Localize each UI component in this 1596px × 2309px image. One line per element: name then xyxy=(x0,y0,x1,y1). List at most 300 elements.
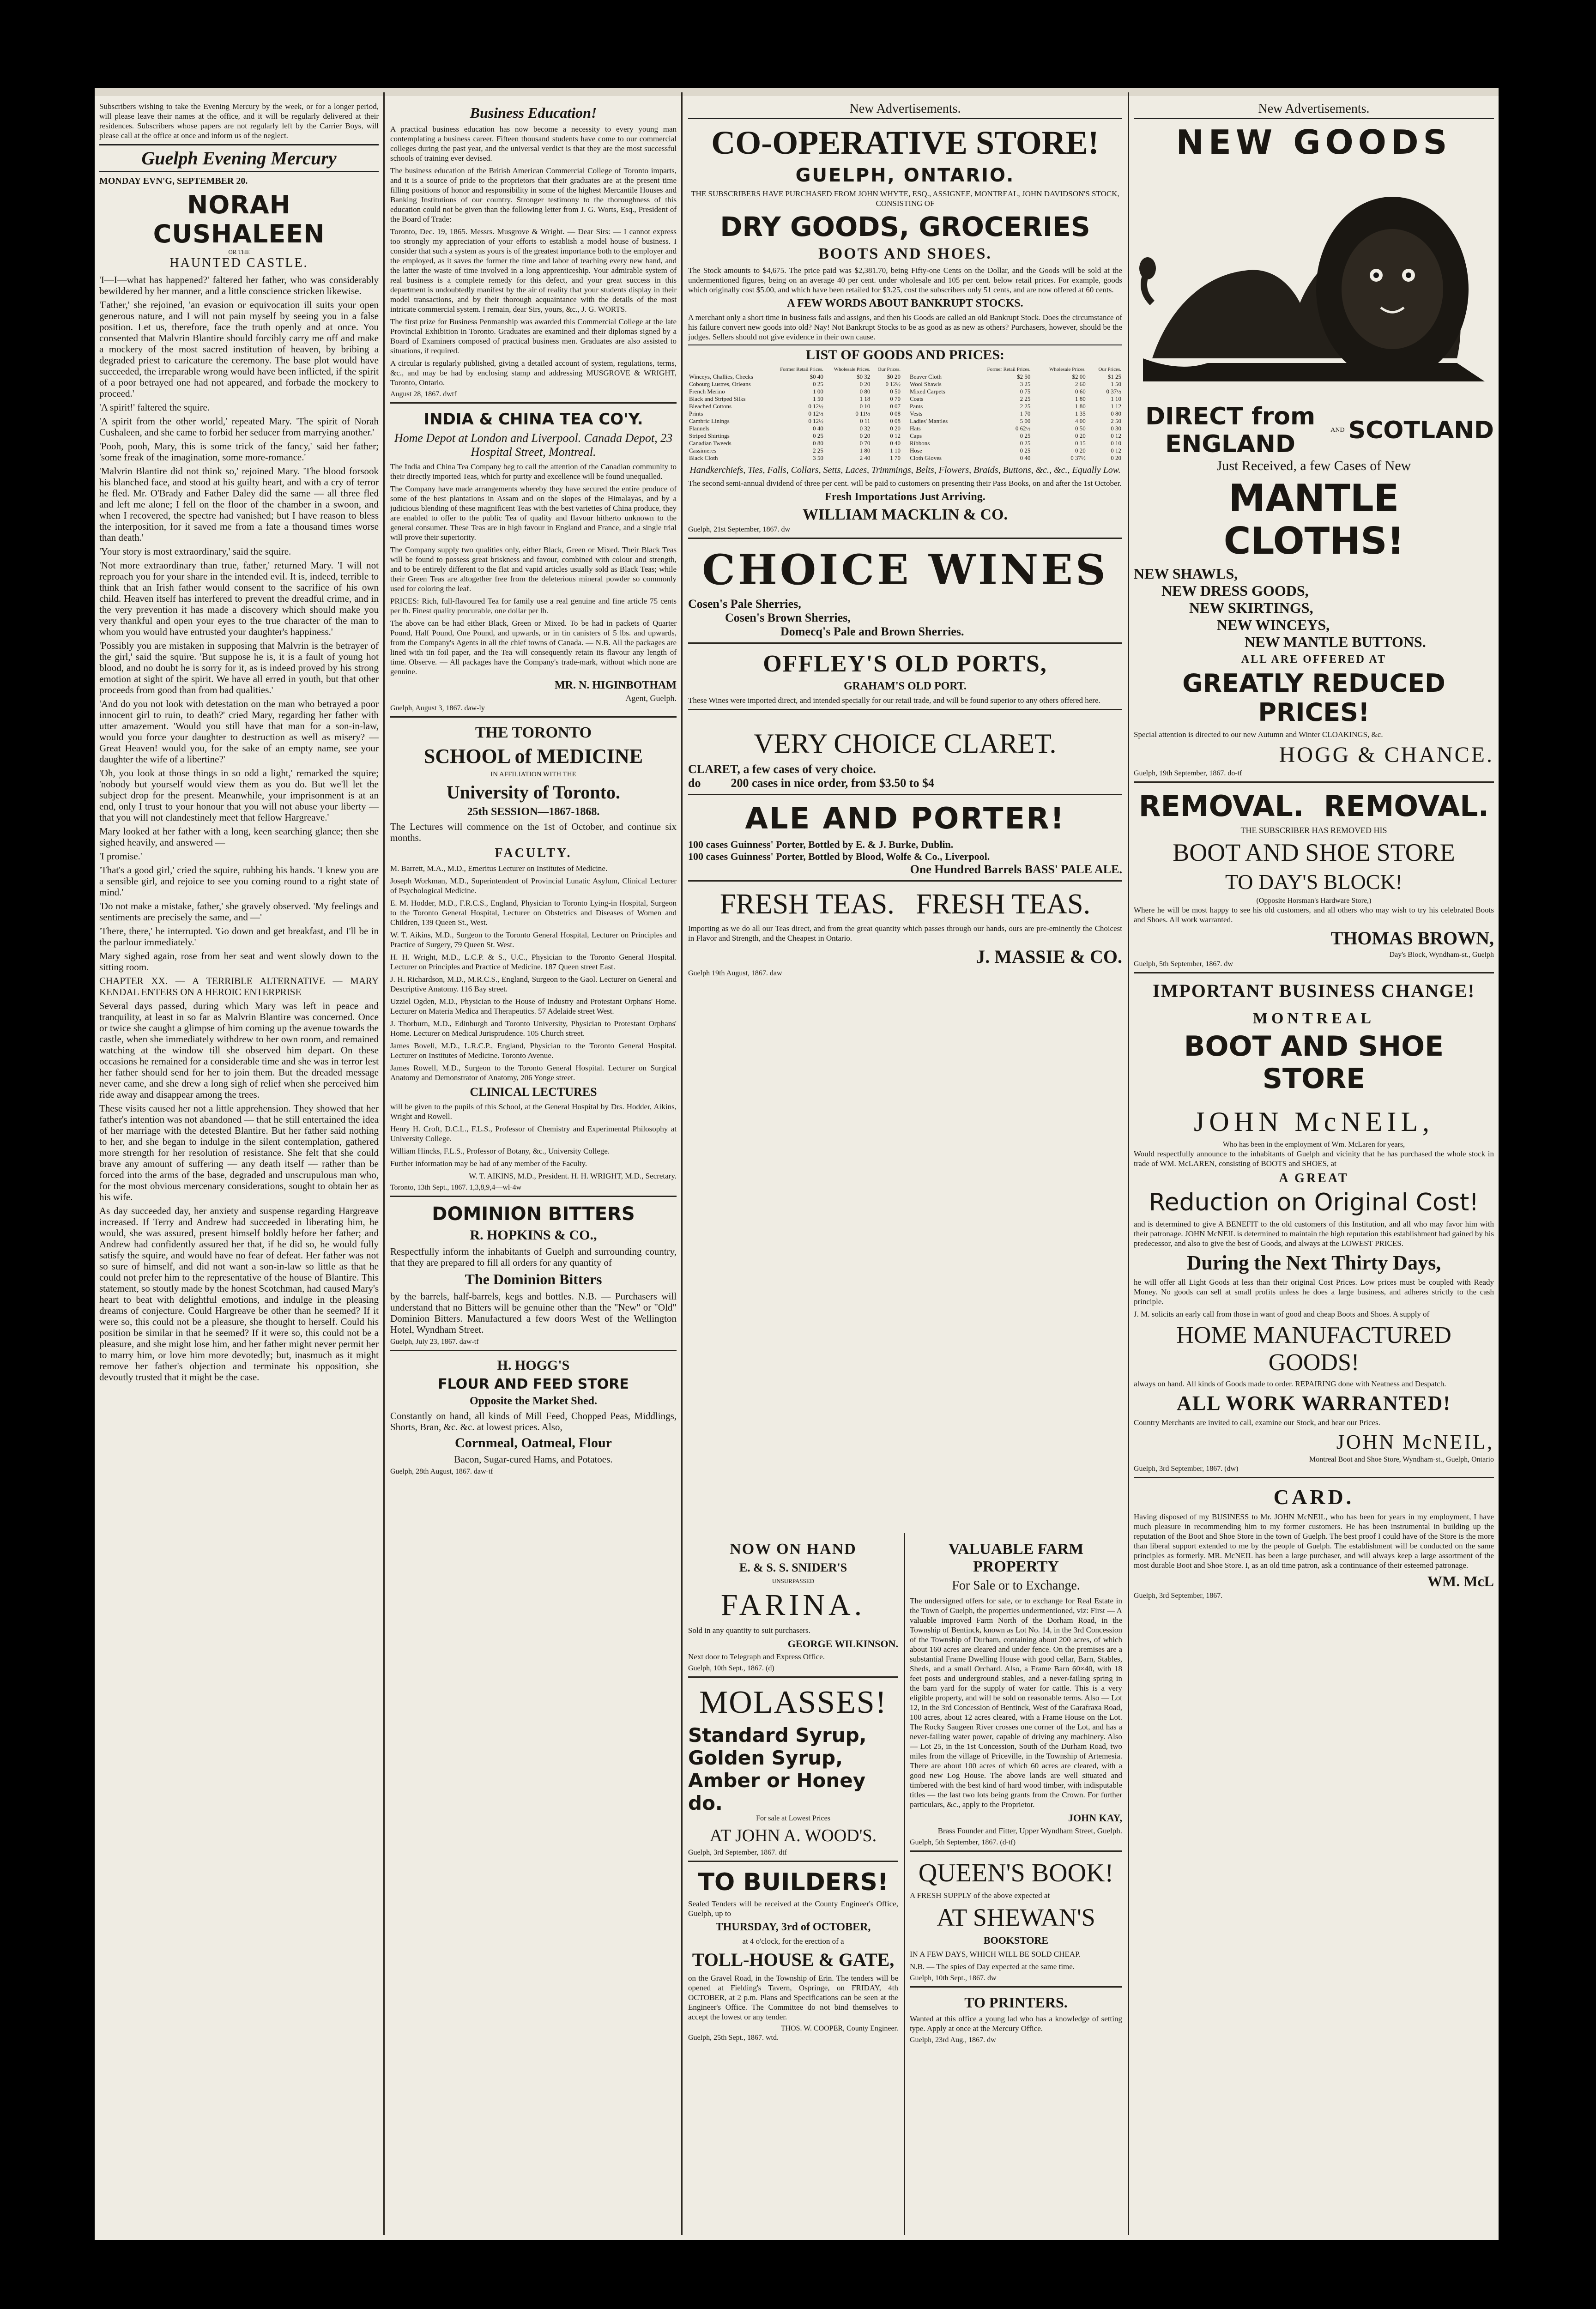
price-row xyxy=(688,373,901,381)
school-of-medicine: SCHOOL of MEDICINE xyxy=(423,745,643,768)
price-header-cell: Wholesale Prices. xyxy=(1049,367,1086,372)
card-signature: WM. McL xyxy=(1427,1573,1494,1590)
home-manufactured: HOME MANUFACTURED GOODS! xyxy=(1176,1322,1451,1376)
price-row xyxy=(909,417,1122,425)
price-header-row xyxy=(688,366,901,373)
greatly-reduced: GREATLY REDUCED PRICES! xyxy=(1182,669,1445,727)
clinical-signature: W. T. AIKINS, M.D., President. H. H. WRIGHT, M.D., Secretary. xyxy=(469,1172,677,1180)
price-value: $1 25 xyxy=(1107,373,1121,380)
price-row xyxy=(688,447,901,454)
builders-text-3: on the Gravel Road, in the Township of Erin. The tenders will be opened at Fielding's Tavern, Ospringe, on FRIDAY, 4th OCTOBER, at 2 p.m. Plans and Specifications can be seen at the Engineer's Office. The Committee do not bind themselves to accept the lowest or any tender. xyxy=(688,1974,898,2021)
story-body-paragraph: 'A spirit from the other world,' repeated Mary. 'The spirit of Norah Cushaleen, and she came to forbid her seducer from marrying another.' xyxy=(99,416,379,438)
price-row xyxy=(688,440,901,447)
ale-porter-head: ALE AND PORTER! xyxy=(745,802,1065,836)
story-body-paragraph: 'That's a good girl,' cried the squire, rubbing his hands. 'I knew you are a sensible girl, and rejoice to see you coming round to a right state of mind.' xyxy=(99,864,379,898)
price-row xyxy=(909,440,1122,447)
price-header-cell: Wholesale Prices. xyxy=(834,367,871,372)
farina-maker: E. & S. S. SNIDER'S xyxy=(739,1561,847,1574)
price-value: 1 50 xyxy=(813,395,823,402)
price-value: 0 12½ xyxy=(808,410,823,417)
builders-text: Sealed Tenders will be received at the County Engineer's Office, Guelph, up to xyxy=(688,1899,898,1918)
price-value: 0 40 xyxy=(813,425,823,432)
price-value: 0 80 xyxy=(1111,410,1121,417)
direct-scotland: SCOTLAND xyxy=(1348,417,1494,444)
hogg-location: Opposite the Market Shed. xyxy=(470,1395,597,1407)
hogg-date: Guelph, 28th August, 1867. daw-tf xyxy=(390,1468,493,1475)
price-value: 0 80 xyxy=(859,388,871,395)
farm-property-head: VALUABLE FARM PROPERTY xyxy=(948,1541,1084,1575)
new-goods-item: NEW SHAWLS, xyxy=(1134,565,1238,582)
offleys-ports-head: OFFLEY'S OLD PORTS, xyxy=(763,651,1047,677)
university-name: University of Toronto. xyxy=(447,782,620,803)
price-row xyxy=(688,432,901,440)
price-row xyxy=(909,403,1122,410)
direct-line xyxy=(1134,403,1494,458)
story-body-paragraph: These visits caused her not a little apprehension. They showed that her father's intention was not abandoned — that he still entertained the idea of her marriage with the detested Blantire. But her father said nothing to her, and she began to indulge in the silent contemplation, gathered more strength for her resolution of resistance. She felt that she could brave any amount of suffering — any death itself — rather than be forced into the arms of the base, degraded and unscrupulous man who, for the most obvious mercenary considerations, sought to obtain her as his wife. xyxy=(99,1103,379,1203)
mantle-cloths: MANTLE CLOTHS! xyxy=(1223,477,1404,562)
coop-price-table-right xyxy=(909,366,1122,462)
new-ads-header: New Advertisements. xyxy=(688,102,1122,119)
tea-date: Guelph, August 3, 1867. daw-ly xyxy=(390,704,485,712)
queens-text-2: IN A FEW DAYS, WHICH WILL BE SOLD CHEAP. xyxy=(910,1950,1081,1958)
tea-agent-place: Agent, Guelph. xyxy=(625,694,677,703)
hogg-text-2: Bacon, Sugar-cured Hams, and Potatoes. xyxy=(454,1454,613,1465)
price-value: 0 07 xyxy=(890,403,901,410)
story-body-paragraph: 'I—I—what has happened?' faltered her father, who was considerably bewildered by her manner, and a little conscience stricken likewise. xyxy=(99,274,379,296)
home-text: always on hand. All kinds of Goods made to order. REPAIRING done with Neatness and Despatch. xyxy=(1134,1379,1446,1388)
price-value: 1 35 xyxy=(1075,410,1086,417)
price-value: 0 12 xyxy=(1111,432,1121,439)
fresh-teas-head: FRESH TEAS. FRESH TEAS. xyxy=(719,889,1091,920)
column-rule xyxy=(681,92,683,2235)
price-value: 1 70 xyxy=(890,454,901,461)
faculty-list-paragraph: James Rowell, M.D., Surgeon to the Toronto General Hospital. Lecturer on Surgical Anatomy and Demonstrator of Anatomy, 206 Yonge street. xyxy=(390,1064,677,1082)
price-value: 0 37½ xyxy=(1106,388,1121,395)
story-body-paragraph: As day succeeded day, her anxiety and suspense regarding Hargreave increased. If Terry and Andrew had succeeded in liberating him, he would, she was assured, present himself boldly before her father; and Andrew had confidently assured her that, if he did so, he would fully satisfy the squire, and would have no fear of defeat. Her father was not so sure of himself, and did not want a son-in-law so little as that he could not prefer him to the representative of the house of Blantire. This statement, so stoutly made by the honest Scotchman, had caused Mary's heart to beat with delightful emotions, and indulge in the pleasing dreams of conjecture. Could Hargreave be other than he seemed? If it were so, this could not be a pleasure, she thought to herself. Could his position be similar in that he seemed? If it were so, this could not be a pleasure, and she might lose him, and her father might never permit her to marry him, or love him more devotedly; but, inasmuch as it might remove her father's objection and terminate his opposition, she devoutly trusted that it might be the case. xyxy=(99,1205,379,1383)
newspaper-page xyxy=(95,88,1499,2240)
farina-text: Sold in any quantity to suit purchasers. xyxy=(688,1626,810,1635)
column-story xyxy=(99,102,379,2230)
clinical-body-paragraph: will be given to the pupils of this School, at the General Hospital by Drs. Hodder, Aikins, Wright and Rowell. xyxy=(390,1102,677,1121)
faculty-list-paragraph: J. Thorburn, M.D., Edinburgh and Toronto University, Physician to Protestant Orphans' Home. Lecturer on Medical Jurisprudence. 105 Church street. xyxy=(390,1019,677,1038)
hogg-chance-date: Guelph, 19th September, 1867. do-tf xyxy=(1134,769,1242,777)
ale-line-1: 100 cases Guinness' Porter, Bottled by E. & J. Burke, Dublin. xyxy=(688,839,954,850)
farm-property-text: The undersigned offers for sale, or to exchange for Real Estate in the Town of Guelph, the properties undermentioned, viz: First — A valuable improved Farm North of the Dorham Road, in the Township of Bentinck, known as Lot No. 14, in the 3rd Concession of the Township of Durham, containing about 200 acres, of which about 160 acres are cleared and under fence. On the premises are a substantial Frame Dwelling House with good cellar, Barn, Stables, Sheds, and a small Orchard. Also, a Frame Barn 60×40, with 18 feet posts and underground stables, and a never-failing spring in the barn yard for the supply of water for cattle. This is a very eligible property, and will be sold on reasonable terms. Also — Lot 12, in the 3rd Concession of Bentinck, West of the Garafraxa Road, 100 acres, about 12 acres cleared, with a Frame House on the Lot. The Rocky Saugeen River crosses one corner of the Lot, and has a never-failing water power, capable of driving any machinery. Also — Lot 25, in the 1st Concession, South of the Durham Road, two miles from the village of Priceville, in the Township of Artemesia. There are about 100 acres of which 60 acres are cleared, with a good new Log House. The above lands are well situated and timbered with the best kind of hard wood timber, with indisputable titles — the last two lots being grants from the Crown. For further particulars, &c., apply to the Proprietor. xyxy=(910,1596,1122,1809)
tea-company-head: INDIA & CHINA TEA CO'Y. xyxy=(423,410,643,429)
price-value: 0 60 xyxy=(1075,388,1086,395)
price-item: Beaver Cloth xyxy=(910,373,942,380)
tea-body-paragraph: The Company supply two qualities only, either Black, Green or Mixed. Their Black Teas will be found to possess great briskness and favour, combined with colour and strength, and to be entirely different to the flat and vapid articles usually sold as Black Teas; while their Green Teas are altogether free from the deleterious mineral powder so commonly used for coloring the leaf. xyxy=(390,545,677,593)
new-goods-item: NEW DRESS GOODS, xyxy=(1161,582,1309,599)
farm-address: Brass Founder and Fitter, Upper Wyndham Street, Guelph. xyxy=(937,1826,1122,1835)
bitters-text-2: by the barrels, half-barrels, kegs and bottles. N.B. — Purchasers will understand that no Bitters will be genuine other than the "New" or "Old" Dominion Bitters. Manufactured a few doors West of the Wellington Hotel, Wyndham Street. xyxy=(390,1291,677,1335)
bitters-product: The Dominion Bitters xyxy=(465,1271,602,1287)
molasses-line-3: Amber or Honey do. xyxy=(688,1769,866,1814)
new-goods-head: NEW GOODS xyxy=(1176,123,1452,162)
price-item: Vests xyxy=(910,410,923,417)
new-goods-item: NEW MANTLE BUTTONS. xyxy=(1245,634,1426,650)
direct-england: DIRECT from ENGLAND xyxy=(1145,403,1316,458)
faculty-list xyxy=(390,864,677,1082)
story-body-paragraph: 'I promise.' xyxy=(99,851,142,862)
hogg-chance-signature: HOGG & CHANCE. xyxy=(1279,743,1494,767)
story-body xyxy=(99,274,379,1383)
coop-title: CO-OPERATIVE STORE! xyxy=(711,124,1099,161)
hogg-text: Constantly on hand, all kinds of Mill Feed, Chopped Peas, Middlings, Shorts, Bran, &c. &c. at lowest prices. Also, xyxy=(390,1410,677,1433)
price-value: 3 25 xyxy=(1020,381,1031,387)
farm-property-sub: For Sale or to Exchange. xyxy=(952,1578,1080,1593)
printers-head: TO PRINTERS. xyxy=(964,1994,1068,2011)
affiliation: IN AFFILIATION WITH THE xyxy=(490,771,576,778)
price-value: 0 70 xyxy=(890,395,901,402)
story-body-paragraph: 'There, there,' he interrupted. 'Go down and get breakfast, and I'll be in the parlour immediately.' xyxy=(99,925,379,948)
molasses-line-2: Golden Syrup, xyxy=(688,1747,843,1769)
price-row xyxy=(688,454,901,462)
card-date: Guelph, 3rd September, 1867. xyxy=(1134,1592,1223,1600)
faculty-list-paragraph: James Bovell, M.D., L.R.C.P., England, Physician to the Toronto General Hospital. Lecturer on Institutes of Medicine. Toronto Avenue. xyxy=(390,1041,677,1060)
price-item: Black and Striped Silks xyxy=(689,395,746,402)
price-value: 0 50 xyxy=(890,388,901,395)
mcneil-date: Guelph, 3rd September, 1867. (dw) xyxy=(1134,1465,1239,1473)
story-body-paragraph: 'Malvrin Blantire did not think so,' rejoined Mary. 'The blood forsook his blanched face, and stood at his guilty heart, and with a cry of terror he fled. Mr. O'Brady and Father Daley did the same — all three fled and left me alone; I fell on the floor of the chamber in a swoon, and when I recovered, the spectre had vanished; but I have reason to bless the interposition, for it saved me from a fate a thousand times worse than death.' xyxy=(99,465,379,543)
story-subtitle-or: OR THE xyxy=(228,248,250,255)
card-text: Having disposed of my BUSINESS to Mr. JOHN McNEIL, who has been for years in my employment, I have much pleasure in recommending him to my former customers. He has been instrumental in building up the reputation of the Boot and Shoe Store in the town of Guelph. The best proof I could have of the Store is the more than liberal support extended to me by the people of Guelph. The establishment will be conducted on the same principles as formerly. MR. McNEIL has been a large purchaser, and will always keep a large assortment of the most durable Boot and Shoe Store. I, as an old time patron, ask a continuance of their esteemed patronage. xyxy=(1134,1512,1494,1570)
wines-line-3: Domecq's Pale and Brown Sherries. xyxy=(780,625,964,638)
story-body-paragraph: Mary looked at her father with a long, keen searching glance; then she sighed heavily, and answered — xyxy=(99,826,379,848)
builders-date: Guelph, 25th Sept., 1867. wtd. xyxy=(688,2034,779,2042)
faculty-list-paragraph: H. H. Wright, M.D., L.C.P. & S., U.C., Physician to the Toronto General Hospital. Lecturer on Principles and Practice of Medicine. 187 Queen street East. xyxy=(390,953,677,971)
price-header-cell: Our Prices. xyxy=(1098,367,1121,372)
builders-text-2: at 4 o'clock, for the erection of a xyxy=(742,1937,844,1946)
price-value: 0 75 xyxy=(1020,388,1031,395)
clinical-body xyxy=(390,1102,677,1168)
price-value: 1 10 xyxy=(1111,395,1121,402)
price-value: $2 50 xyxy=(1017,373,1031,380)
thirty-text: he will offer all Light Goods at less than their original Cost Prices. Low prices must be coupled with Ready Money. No goods can sell at small profits unless he does a large business, and adheres strictly to the cash principle. xyxy=(1134,1278,1494,1306)
tea-company-body xyxy=(390,462,677,677)
farm-date: Guelph, 5th September, 1867. (d-tf) xyxy=(910,1838,1016,1846)
clinical-head: CLINICAL LECTURES xyxy=(470,1085,597,1099)
bitters-text: Respectfully inform the inhabitants of Guelph and surrounding country, that they are prepared to fill all orders for any quantity of xyxy=(390,1246,677,1268)
boot-date: Guelph, 5th September, 1867. dw xyxy=(1134,960,1233,968)
all-offered: ALL ARE OFFERED AT xyxy=(1241,653,1387,665)
price-value: 0 12½ xyxy=(808,417,823,424)
farm-signature: JOHN KAY, xyxy=(1068,1812,1122,1824)
price-value: 0 12 xyxy=(890,432,901,439)
shewans-name: AT SHEWAN'S xyxy=(937,1904,1095,1931)
price-header-cell: Former Retail Prices. xyxy=(780,367,823,372)
coop-goods-2: BOOTS AND SHOES. xyxy=(818,245,992,262)
price-value: 1 50 xyxy=(1111,381,1121,387)
coop-subhead: A FEW WORDS ABOUT BANKRUPT STOCKS. xyxy=(787,297,1023,309)
price-value: 2 25 xyxy=(1020,395,1031,402)
hogg-items: Cornmeal, Oatmeal, Flour xyxy=(455,1435,612,1451)
queens-date: Guelph, 10th Sept., 1867. dw xyxy=(910,1974,997,1982)
price-value: 0 30 xyxy=(1111,425,1121,432)
story-body-paragraph: 'Oh, you look at those things in so odd a light,' remarked the squire; 'nobody but yourself would view them as you do. But we'll let the subject drop for the present. Meanwhile, your imprisonment is at an end, only I trust to your honour that you will not abuse your liberty — that you will not clandestinely meet that fellow Hargreave.' xyxy=(99,768,379,823)
story-body-paragraph: 'Father,' she rejoined, 'an evasion or equivocation ill suits your open generous nature, and I will not pain myself by seeing you in a false position. Let us, therefore, face the truth openly and at once. You consented that Malvrin Blantire should forcibly carry me off and make a mockery of the most sacred institution of heaven, by bribing a degraded priest to caricature the ceremony. The base plot would have succeeded, the irreparable wrong would have been inflicted, if the spirit of a poor betrayed one had not appeared, and forbade the mockery to proceed.' xyxy=(99,299,379,399)
story-subtitle: HAUNTED CASTLE. xyxy=(169,256,308,270)
price-item: Cloth Gloves xyxy=(910,454,942,461)
price-item: Coats xyxy=(910,395,924,402)
clinical-body-paragraph: William Hincks, F.L.S., Professor of Botany, &c., University College. xyxy=(390,1147,610,1155)
price-item: Wool Shawls xyxy=(910,381,942,387)
molasses-line-1: Standard Syrup, xyxy=(688,1724,867,1747)
molasses-sale: For sale at Lowest Prices xyxy=(756,1814,830,1822)
price-row xyxy=(688,381,901,388)
price-value: 0 20 xyxy=(859,381,871,387)
issue-date: MONDAY EVN'G, SEPTEMBER 20. xyxy=(99,176,248,186)
price-row xyxy=(688,403,901,410)
coop-price-list xyxy=(688,366,1122,462)
story-body-paragraph: Mary sighed again, rose from her seat and went slowly down to the sitting room. xyxy=(99,950,379,973)
flour-feed-head: FLOUR AND FEED STORE xyxy=(438,1376,629,1392)
price-item: Bleached Cottons xyxy=(689,403,732,410)
wines-line-2: Cosen's Brown Sherries, xyxy=(725,611,851,624)
days-block: TO DAY'S BLOCK! xyxy=(1225,870,1403,894)
farina-signature: GEORGE WILKINSON. xyxy=(787,1638,898,1650)
coop-goods: DRY GOODS, GROCERIES xyxy=(720,211,1090,242)
farina-name: FARINA. xyxy=(720,1588,866,1622)
price-item: Hats xyxy=(910,425,921,432)
printers-date: Guelph, 23rd Aug., 1867. dw xyxy=(910,2036,996,2044)
mcneil-signature: JOHN McNEIL, xyxy=(1336,1431,1494,1453)
country-merchants: Country Merchants are invited to call, examine our Stock, and hear our Prices. xyxy=(1134,1418,1380,1427)
claret-line-1: CLARET, a few cases of very choice. xyxy=(688,762,876,776)
massie-date: Guelph 19th August, 1867. daw xyxy=(688,969,782,977)
price-value: 0 25 xyxy=(1020,440,1031,447)
massie-signature: J. MASSIE & CO. xyxy=(976,946,1122,967)
price-value: 0 10 xyxy=(1111,440,1121,447)
column-ads-center xyxy=(688,102,1122,1538)
price-value: 0 20 xyxy=(1075,432,1086,439)
toronto-intro: The Lectures will commence on the 1st of October, and continue six months. xyxy=(390,821,677,843)
queens-book-head: QUEEN'S BOOK! xyxy=(918,1859,1114,1887)
ale-line-2: 100 cases Guinness' Porter, Bottled by Blood, Wolfe & Co., Liverpool. xyxy=(688,851,990,862)
faculty-head: FACULTY. xyxy=(495,846,572,860)
price-value: 4 00 xyxy=(1075,417,1086,424)
price-item: French Merino xyxy=(689,388,725,395)
price-value: $0 20 xyxy=(887,373,901,380)
story-body-paragraph: 'Pooh, pooh, Mary, this is some trick of the fancy,' said her father; 'some freak of the imagination, some more-romance.' xyxy=(99,441,379,463)
card-head: CARD. xyxy=(1273,1485,1354,1509)
price-row xyxy=(688,410,901,417)
column-ads-left xyxy=(390,102,677,2230)
queens-text: A FRESH SUPPLY of the above expected at xyxy=(910,1891,1050,1900)
price-value: $2 00 xyxy=(1072,373,1086,380)
price-value: 1 18 xyxy=(859,395,871,402)
price-value: 0 20 xyxy=(890,425,901,432)
price-value: 5 00 xyxy=(1020,417,1031,424)
removal-sub: THE SUBSCRIBER HAS REMOVED HIS xyxy=(1240,826,1387,835)
business-education-body xyxy=(390,124,677,387)
price-value: 0 08 xyxy=(890,410,901,417)
price-value: 2 50 xyxy=(1111,417,1121,424)
builders-head: TO BUILDERS! xyxy=(698,1868,889,1896)
price-item: Ladies' Mantles xyxy=(910,417,948,424)
price-row xyxy=(909,432,1122,440)
price-value: 0 32 xyxy=(859,425,871,432)
price-row xyxy=(688,417,901,425)
price-row xyxy=(909,388,1122,395)
price-value: 1 80 xyxy=(1075,403,1086,410)
column-rule xyxy=(383,92,385,2235)
new-goods-item: NEW WINCEYS, xyxy=(1217,617,1330,633)
price-value: 0 20 xyxy=(859,432,871,439)
new-ads-header-right: New Advertisements. xyxy=(1134,102,1494,119)
price-value: 1 80 xyxy=(859,447,871,454)
price-row xyxy=(909,373,1122,381)
story-body-paragraph: 'And do you not look with detestation on the man who betrayed a poor innocent girl to ruin, to death?' cried Mary, regarding her father with utter amazement. 'Would you still have that man for a son-in-law, would you force your daughter to destruction as well as misery? — Great Heaven! would you, for the sake of an empty name, see your daughter the wife of a libertine?' xyxy=(99,698,379,765)
price-row xyxy=(688,395,901,403)
price-value: 0 40 xyxy=(1020,454,1031,461)
farina-head: NOW ON HAND xyxy=(730,1541,857,1558)
price-row xyxy=(909,454,1122,462)
choice-wines-head: CHOICE WINES xyxy=(702,545,1108,594)
price-value: 0 12½ xyxy=(808,403,823,410)
boot-opposite: (Opposite Horsman's Hardware Store,) xyxy=(1256,897,1372,905)
story-body-paragraph: Several days passed, during which Mary was left in peace and tranquility, at least in so far as Malvrin Blantire was concerned. Once or twice she caught a glimpse of him coming up the avenue towards the castle, when she immediately withdrew to her own room, and remained watching at the window till she observed him depart. On these occasions he remained for a considerable time and she was in terror lest her father should send for her to join them. But the dreaded message never came, and she drew a long sigh of relief when she perceived him ride away and disappear among the trees. xyxy=(99,1000,379,1100)
price-value: 1 12 xyxy=(1111,403,1121,410)
a-great: A GREAT xyxy=(1279,1171,1349,1185)
thirty-days: During the Next Thirty Days, xyxy=(1186,1251,1441,1274)
boot-shoe-head: BOOT AND SHOE STORE xyxy=(1173,839,1455,866)
coop-text: The Stock amounts to $4,675. The price paid was $2,381.70, being Fifty-one Cents on the Dollar, and the Goods will be sold at the undermentioned figures, being on an average 40 per cent. under wholesale and 105 per cent. below retail prices. For example, goods which originally cost $5.00, and which have been retailed for $3.25, cost the subscribers only 51 cents, and are now offered at 60 cents. xyxy=(688,266,1122,294)
story-body-paragraph: 'A spirit!' faltered the squire. xyxy=(99,402,210,413)
all-work-warranted: ALL WORK WARRANTED! xyxy=(1177,1392,1451,1414)
price-value: 0 12 xyxy=(1111,447,1121,454)
clinical-body-paragraph: Henry H. Croft, D.C.L., F.L.S., Professor of Chemistry and Experimental Philosophy at University College. xyxy=(390,1124,677,1143)
price-value: 0 25 xyxy=(1020,447,1031,454)
price-value: 0 20 xyxy=(1075,447,1086,454)
price-header-row xyxy=(909,366,1122,373)
price-value: 0 11 xyxy=(860,417,871,424)
price-value: 0 11½ xyxy=(855,410,871,417)
price-value: 0 40 xyxy=(890,440,901,447)
column-ads-right xyxy=(1134,102,1494,2230)
john-mcneil-head: JOHN McNEIL, xyxy=(1194,1106,1434,1137)
important-change-head: IMPORTANT BUSINESS CHANGE! xyxy=(1152,980,1475,1001)
coop-list-foot: Handkerchiefs, Ties, Falls, Collars, Setts, Laces, Trimmings, Belts, Flowers, Braids, Buttons, &c., &c., Equally Low. xyxy=(689,465,1121,475)
price-value: 2 40 xyxy=(859,454,871,461)
faculty-list-paragraph: Joseph Workman, M.D., Superintendent of Provincial Lunatic Asylum, Clinical Lecturer of Psychological Medicine. xyxy=(390,876,677,895)
price-value: 2 25 xyxy=(1020,403,1031,410)
ale-line-3: One Hundred Barrels BASS' PALE ALE. xyxy=(910,863,1122,876)
coop-city: GUELPH, ONTARIO. xyxy=(795,165,1015,186)
story-body-paragraph: CHAPTER XX. — A TERRIBLE ALTERNATIVE — MARY KENDAL ENTERS ON A HEROIC ENTERPRISE xyxy=(99,975,379,997)
coop-signature: WILLIAM MACKLIN & CO. xyxy=(803,506,1008,523)
price-row xyxy=(688,388,901,395)
price-item: Flannels xyxy=(689,425,710,432)
builders-signature: THOS. W. COOPER, County Engineer. xyxy=(780,2025,898,2032)
price-row xyxy=(909,381,1122,388)
subscriber-notice: Subscribers wishing to take the Evening Mercury by the week, or for a longer period, will please leave their names at the office, and it will be regularly delivered at their residences. Subscribers whose papers are not regularly left by the Carrier Boys, will please call at the office at once and inform us of the neglect. xyxy=(99,102,379,140)
price-value: 0 70 xyxy=(859,440,871,447)
price-value: 0 10 xyxy=(859,403,871,410)
coop-text-2: A merchant only a short time in business fails and assigns, and then his Goods are called an old Bankrupt Stock. Does the circumstance of his failure convert new goods into old? Nay! Not Bankrupt Stocks to be as good as as new as others? Purchasers, however, should be the judges. Sellers should not give evidence in their own cause. xyxy=(688,313,1122,341)
fresh-teas-text: Importing as we do all our Teas direct, and from the great quantity which passes through our hands, ours are pre-eminently the Choicest in Flavor and Strength, and the Cheapest in Ontario. xyxy=(688,924,1122,943)
price-value: 0 25 xyxy=(813,381,823,387)
price-value: 0 15 xyxy=(1075,440,1086,447)
price-value: 0 12½ xyxy=(885,381,901,387)
clinical-date: Toronto, 13th Sept., 1867. 1,3,8,9,4—wl-4w xyxy=(390,1184,522,1191)
coop-list-head: LIST OF GOODS AND PRICES: xyxy=(688,345,1122,363)
mcneil-text: Would respectfully announce to the inhabitants of Guelph and vicinity that he has purchased the whole stock in trade of WM. McLAREN, consisting of BOOTS and SHOES, at xyxy=(1134,1149,1494,1168)
tea-body-paragraph: The India and China Tea Company beg to call the attention of the Canadian community to their directly imported Teas, which for purity and excellence will be found unequalled. xyxy=(390,462,677,481)
price-value: $0 40 xyxy=(810,373,823,380)
claret-head: VERY CHOICE CLARET. xyxy=(754,728,1057,759)
thomas-brown-signature: THOMAS BROWN, xyxy=(1330,928,1494,949)
price-item: Mixed Carpets xyxy=(910,388,945,395)
price-value: 0 25 xyxy=(813,432,823,439)
thomas-brown-address: Day's Block, Wyndham-st., Guelph xyxy=(1389,951,1494,959)
faculty-list-paragraph: M. Barrett, M.A., M.D., Emeritus Lecturer on Institutes of Medicine. xyxy=(390,864,608,873)
toll-house-head: TOLL-HOUSE & GATE, xyxy=(692,1949,895,1970)
boot-text: Where he will be most happy to see his old customers, and all others who may wish to try his celebrated Boots and Shoes. All work warranted. xyxy=(1134,906,1494,924)
price-item: Prints xyxy=(689,410,703,417)
shewans-bookstore: BOOKSTORE xyxy=(983,1934,1049,1946)
mcneil-address: Montreal Boot and Shoe Store, Wyndham-st., Guelph, Ontario xyxy=(1309,1456,1494,1463)
business-body-paragraph: The business education of the British American Commercial College of Toronto imparts, and it is a source of pride to the proprietors that their graduates are at the present time filling positions of honor and responsibility in some of the highest Mercantile Houses and Banking Institutions of our country. Stronger testimony to the thoroughness of this education could not be given than the following letter from J. G. Worts, Esq., President of the Board of Trade: xyxy=(390,166,677,224)
price-item: Cambric Linings xyxy=(689,417,730,424)
molasses-date: Guelph, 3rd September, 1867. dtf xyxy=(688,1849,787,1856)
column-rule xyxy=(904,1533,905,2235)
faculty-list-paragraph: Uzziel Ogden, M.D., Physician to the House of Industry and Protestant Orphans' Home. Lecturer on Materia Medica and Therapeutics. 57 Adelaide street West. xyxy=(390,997,677,1015)
price-item: Canadian Tweeds xyxy=(689,440,732,447)
clinical-body-paragraph: Further information may be had of any member of the Faculty. xyxy=(390,1159,587,1168)
session: 25th SESSION—1867-1868. xyxy=(467,806,600,818)
price-item: Striped Shirtings xyxy=(689,432,730,439)
price-value: 2 25 xyxy=(813,447,823,454)
price-value: 2 60 xyxy=(1075,381,1086,387)
farina-date: Guelph, 10th Sept., 1867. (d) xyxy=(688,1664,774,1672)
price-value: 0 25 xyxy=(1020,432,1031,439)
price-value: 0 20 xyxy=(1111,454,1121,461)
column-ads-center-left xyxy=(688,1538,898,2230)
farina-address: Next door to Telegraph and Express Office. xyxy=(688,1652,825,1661)
price-value: 0 08 xyxy=(890,417,901,424)
story-body-paragraph: 'Possibly you are mistaken in supposing that Malvrin is the betrayer of the girl,' said the squire. 'But suppose he is, it is a fault of young hot blood, and no doubt he is sorry for it, as is indeed proved by his strong emotion at sight of the spirit. We have all erred in youth, but that other proceeds from good than from bad qualities.' xyxy=(99,640,379,695)
price-row xyxy=(909,410,1122,417)
price-item: Hose xyxy=(910,447,922,454)
direct-and: AND xyxy=(1330,427,1345,434)
molasses-head: MOLASSES! xyxy=(699,1685,887,1720)
new-goods-item: NEW SKIRTINGS, xyxy=(1189,599,1313,616)
printers-text: Wanted at this office a young lad who has a knowledge of setting type. Apply at once at the Mercury Office. xyxy=(910,2014,1122,2033)
price-item: Ribbons xyxy=(910,440,930,447)
price-value: 1 10 xyxy=(890,447,901,454)
molasses-signature: AT JOHN A. WOOD'S. xyxy=(709,1826,877,1845)
removal-head: REMOVAL. REMOVAL. xyxy=(1138,789,1489,823)
price-row xyxy=(909,447,1122,454)
price-value: $0 32 xyxy=(857,373,871,380)
ports-text: These Wines were imported direct, and intended specially for our retail trade, and will be found superior to any others offered here. xyxy=(688,696,1100,705)
lion-illustration xyxy=(1134,164,1494,400)
claret-line-2: do 200 cases in nice order, from $3.50 to $4 xyxy=(688,776,934,790)
grahams-port: GRAHAM'S OLD PORT. xyxy=(843,680,967,692)
toronto-head: THE TORONTO xyxy=(475,724,592,741)
montreal-boot-store: BOOT AND SHOE STORE xyxy=(1184,1030,1444,1095)
business-body-paragraph: The first prize for Business Penmanship was awarded this Commercial College at the late Provincial Exhibition in Toronto. Graduates are examined and their diplomas signed by a Board of Examiners composed of practical business men. Graduates are also assisted to situations, if required. xyxy=(390,317,677,355)
price-header-cell: Former Retail Prices. xyxy=(987,367,1031,372)
queens-note: N.B. — The spies of Day expected at the same time. xyxy=(910,1962,1075,1971)
story-body-paragraph: 'Do not make a mistake, father,' she gravely observed. 'My feelings and sentiments are precisely the same, and —' xyxy=(99,901,379,923)
price-value: 0 37½ xyxy=(1070,454,1086,461)
column-rule xyxy=(1128,92,1129,2235)
hopkins-name: R. HOPKINS & CO., xyxy=(470,1227,597,1243)
solicits-text: J. M. solicits an early call from those in want of good and cheap Boots and Shoes. A supply of xyxy=(1134,1310,1430,1318)
page-top-edge xyxy=(95,88,1499,96)
